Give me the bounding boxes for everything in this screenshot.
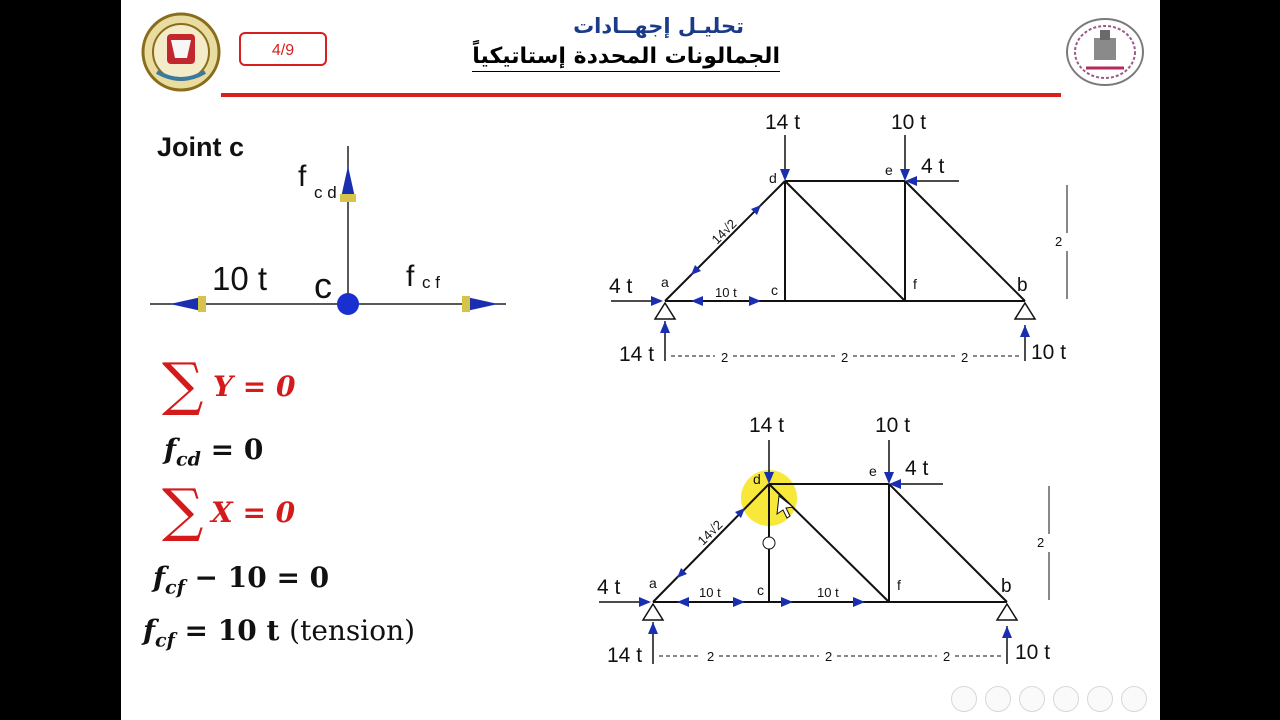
member-cf-label: 10 t [817,585,839,600]
dim-span2: 2 [825,649,833,664]
arrow-up-icon [660,321,670,333]
pen-icon[interactable] [1053,686,1079,712]
arrow-member-icon [733,597,745,607]
node-f: f [913,276,917,292]
arrow-member-icon [677,597,689,607]
next-icon[interactable] [1121,686,1147,712]
member-df [785,181,905,301]
equation-fcf-result [143,614,415,652]
node-a: a [661,274,669,290]
node-d: d [769,170,777,186]
arrow-down-icon [884,472,894,484]
joint-c-diagram [146,140,546,330]
arrow-right-icon [651,296,663,306]
joint-heading: Joint c [157,132,245,162]
dim-span3: 2 [961,350,969,365]
node-c: c [771,282,778,298]
slide-title-line1: تحليـل إجهــادات [573,14,744,38]
eq-tension-note: (tension) [289,614,416,647]
arrow-up-icon [1002,626,1012,638]
label-f-cd-sub: c d [314,183,337,202]
university-logo-left [141,12,221,92]
load-e: 10 t [875,414,911,437]
node-f: f [897,577,901,593]
equation-fcf-minus [153,561,329,599]
previous-icon[interactable] [1087,686,1113,712]
node-e: e [869,463,877,479]
pin-support-a [643,604,663,620]
arrow-up-icon [648,622,658,634]
arrow-member-icon [691,296,703,306]
member-ac-label: 10 t [699,585,721,600]
load-e-horizontal: 4 t [921,155,945,178]
reaction-b: 10 t [1031,341,1067,364]
arrow-left-icon [905,176,917,186]
more-icon[interactable] [951,686,977,712]
arrow-left-icon [889,479,901,489]
roller-support-b [997,604,1017,620]
node-a: a [649,575,657,591]
load-a-horizontal: 4 t [609,275,633,298]
truss-diagram-top [601,105,1081,375]
equation-sum-y: Y = 0 [213,370,296,403]
load-d: 14 t [749,414,785,437]
label-f-cf-sub: c f [422,273,440,292]
member-ad-label: 14√2 [694,517,726,549]
arrow-left-icon [170,296,206,312]
dim-span3: 2 [943,649,951,664]
equation-fcd [164,433,263,471]
header-divider [221,93,1061,97]
pin-support-a [655,303,675,319]
eq-sub-cf-2: cf [155,629,175,652]
arrow-member-icon [853,597,865,607]
member-ad-label: 14√2 [708,216,740,248]
roller-support-b [1015,303,1035,319]
slide [121,0,1160,720]
label-f-cd: f [298,160,307,193]
arrow-right-icon [639,597,651,607]
eq-sub-cf: cf [165,576,185,599]
load-e: 10 t [891,111,927,134]
copy-icon[interactable] [1019,686,1045,712]
eq-fcd-rest: = 0 [210,433,264,466]
arrow-member-icon [781,597,793,607]
reaction-a: 14 t [607,644,643,667]
load-e-horizontal: 4 t [905,457,929,480]
zero-force-marker [763,537,775,549]
arrow-right-icon [462,296,498,312]
label-joint-c: c [314,265,332,306]
arrow-down-icon [780,169,790,181]
load-d: 14 t [765,111,801,134]
truss-diagram-bottom [589,410,1069,680]
node-c: c [757,582,764,598]
zoom-icon[interactable] [985,686,1011,712]
arrow-up-icon [1020,325,1030,337]
node-b: b [1001,576,1012,597]
label-10t: 10 t [212,260,268,297]
dim-span1: 2 [721,350,729,365]
arrow-down-icon [900,169,910,181]
load-a-horizontal: 4 t [597,576,621,599]
dim-height: 2 [1037,535,1045,550]
equation-sum-x: X = 0 [211,496,296,529]
eq-f-symbol-2: f [153,561,166,594]
member-ac-label: 10 t [715,285,737,300]
sigma-y: ∑ [162,350,204,418]
node-b: b [1017,275,1028,296]
dim-height: 2 [1055,234,1063,249]
joint-c-node [337,293,359,315]
arrow-up-icon [340,166,356,202]
node-e: e [885,162,893,178]
eq-fcf-result-value: = 10 t [184,614,280,647]
slide-title-line2: الجمالونات المحددة إستاتيكياً [472,44,780,72]
slideshow-controls [947,686,1147,716]
dim-span2: 2 [841,350,849,365]
label-f-cf: f [406,260,415,293]
member-eb [905,181,1025,301]
eq-f-symbol: f [164,433,177,466]
eq-fcf-minus-rest: − 10 = 0 [194,561,330,594]
member-eb [889,484,1007,602]
reaction-b: 10 t [1015,641,1051,664]
dim-span1: 2 [707,649,715,664]
page-indicator: 4/9 [239,32,327,66]
university-logo-right [1064,16,1146,88]
arrow-member-icon [749,296,761,306]
eq-f-symbol-3: f [143,614,156,647]
reaction-a: 14 t [619,343,655,366]
eq-sub-cd: cd [176,448,201,471]
node-d: d [753,471,761,487]
sigma-x: ∑ [162,476,204,544]
